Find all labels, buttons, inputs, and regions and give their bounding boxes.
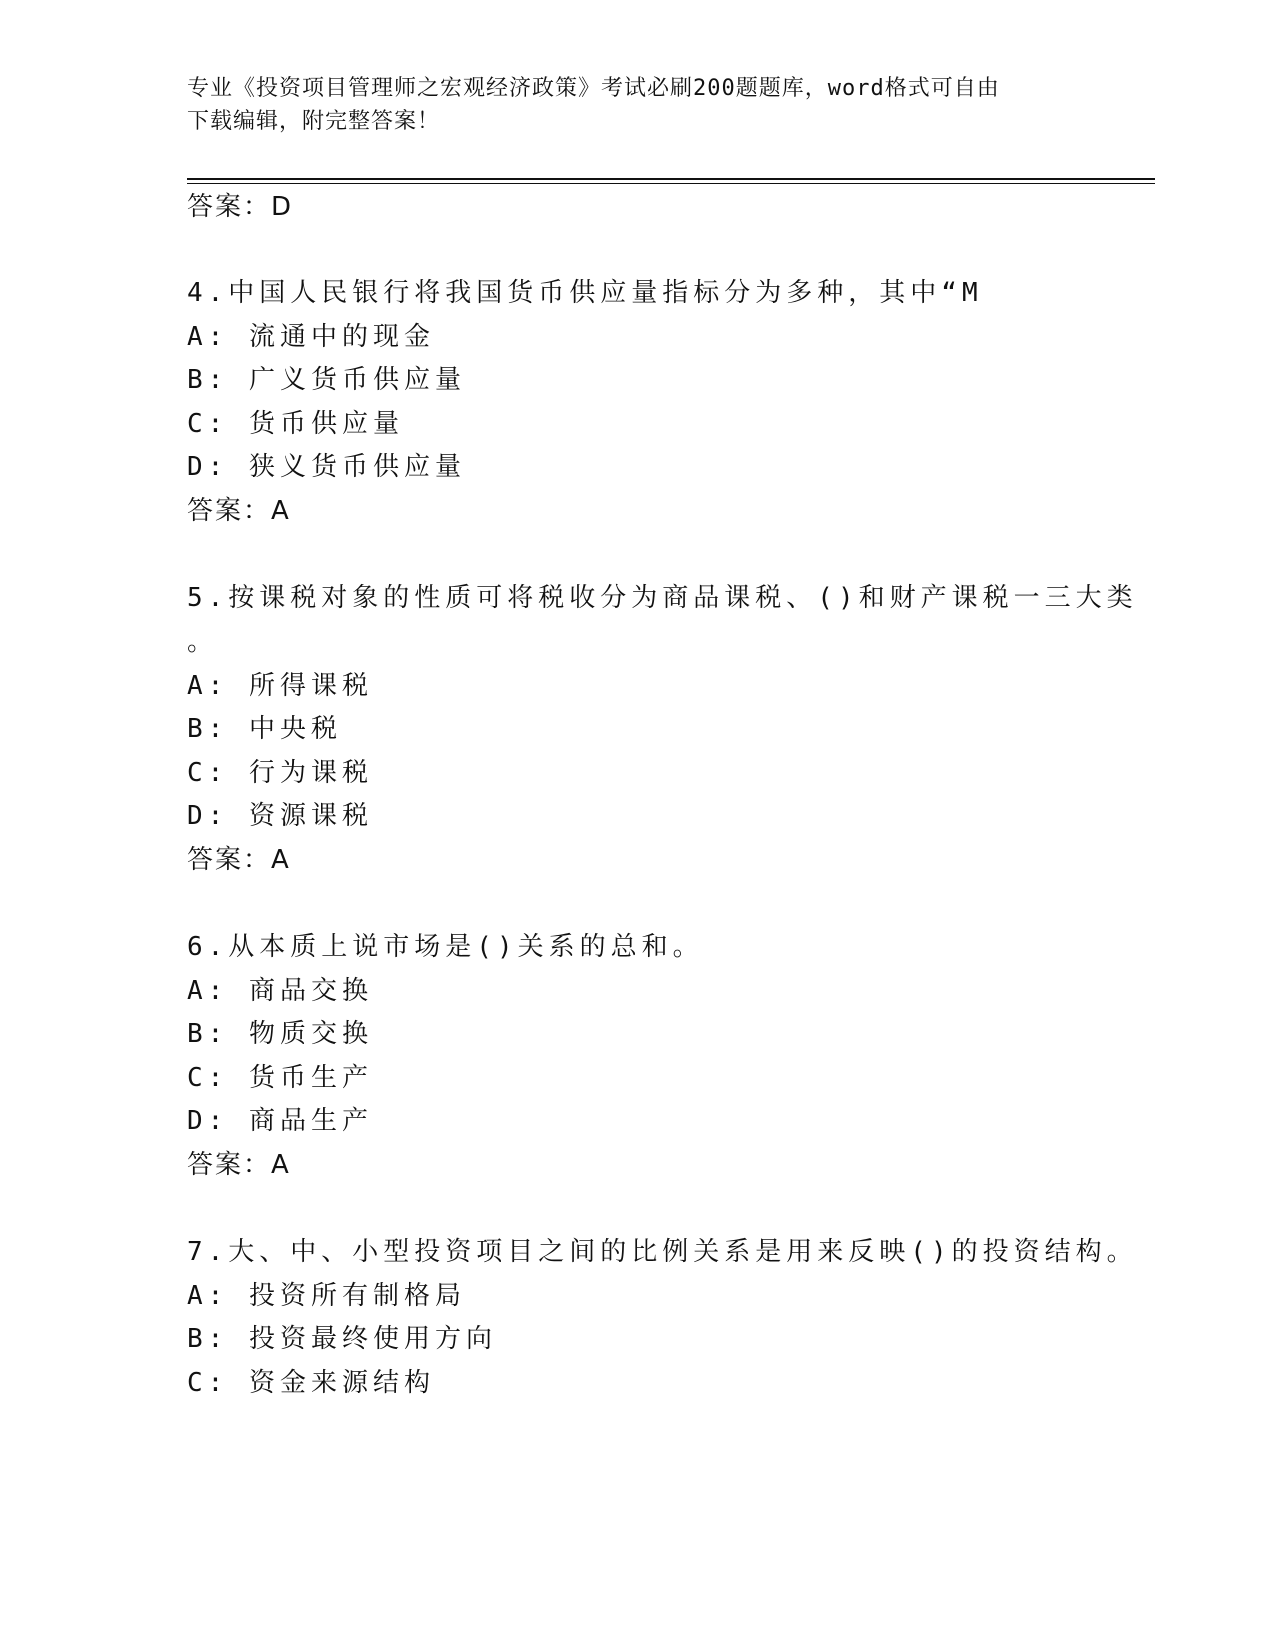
option-a: A: 所得课税 [187,671,373,701]
option-c: C: 行为课税 [187,758,373,788]
question-stem: 7.大、中、小型投资项目之间的比例关系是用来反映()的投资结构。 [187,1237,1138,1267]
header-divider-thin [187,183,1155,184]
header-divider [187,178,1155,180]
option-b: B: 物质交换 [187,1019,373,1049]
option-c: C: 货币生产 [187,1063,373,1093]
option-d: D: 资源课税 [187,801,373,831]
question-stem: 4.中国人民银行将我国货币供应量指标分为多种，其中“M [187,278,983,308]
answer: 答案：A [187,1150,291,1180]
header-line-2: 下载编辑，附完整答案！ [187,109,441,134]
answer-top: 答案：D [187,192,294,222]
option-c: C: 资金来源结构 [187,1368,435,1398]
option-a: A: 流通中的现金 [187,322,435,352]
option-b: B: 广义货币供应量 [187,365,466,395]
option-d: D: 狭义货币供应量 [187,452,466,482]
option-a: A: 投资所有制格局 [187,1281,466,1311]
header-line-1: 专业《投资项目管理师之宏观经济政策》考试必刷200题题库，word格式可自由 [187,76,1000,101]
answer: 答案：A [187,845,291,875]
question-stem: 6.从本质上说市场是()关系的总和。 [187,932,704,962]
option-b: B: 中央税 [187,714,342,744]
answer: 答案：A [187,496,291,526]
option-a: A: 商品交换 [187,976,373,1006]
option-b: B: 投资最终使用方向 [187,1324,497,1354]
question-stem: 5.按课税对象的性质可将税收分为商品课税、()和财产课税一三大类 [187,583,1138,613]
question-stem-continuation: 。 [187,627,219,657]
option-d: D: 商品生产 [187,1106,373,1136]
option-c: C: 货币供应量 [187,409,404,439]
document-header [187,72,1067,138]
